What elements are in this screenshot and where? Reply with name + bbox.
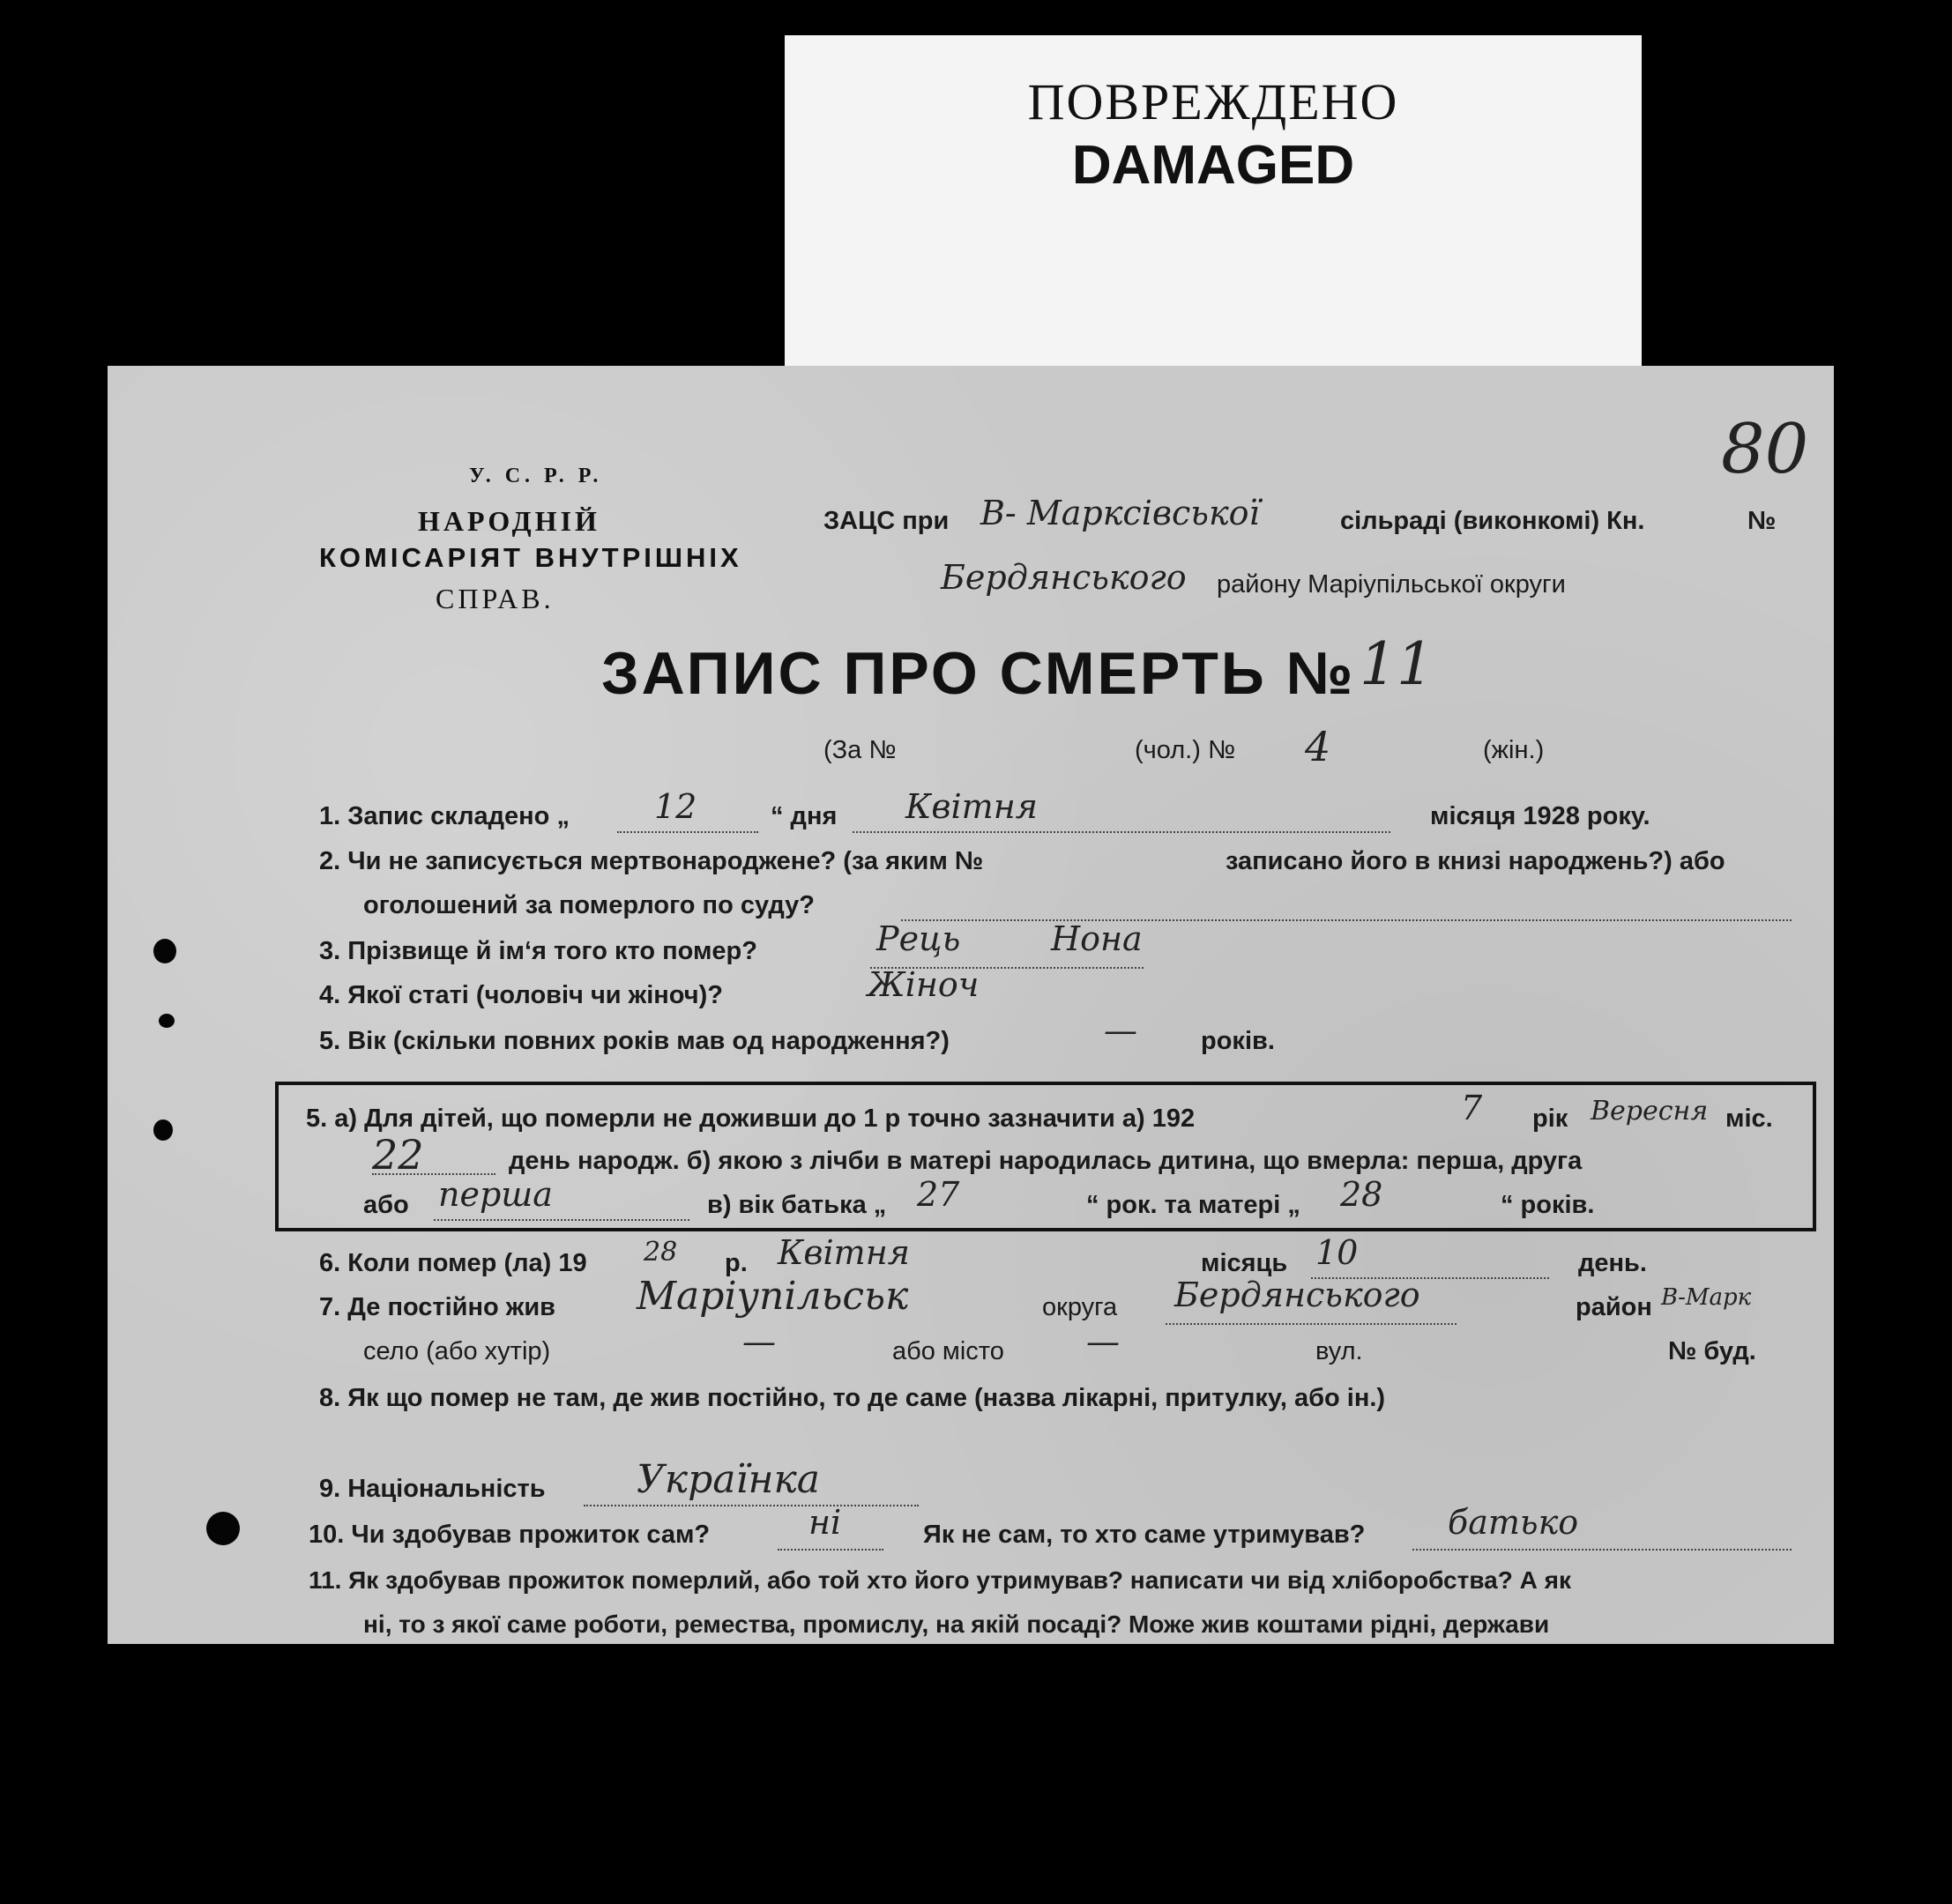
row5a-father-age-handwritten: 27 (917, 1175, 960, 1214)
row5a-father-label: в) вік батька „ (707, 1191, 887, 1219)
row9-nationality-handwritten: Українка (637, 1457, 821, 1502)
subline-chol-handwritten: 4 (1305, 723, 1331, 770)
row5a-mis: міс. (1725, 1104, 1773, 1133)
row5a-month-handwritten: Вересня (1591, 1096, 1709, 1127)
row5-label: 5. Вік (скільки повних років мав од народження?) (319, 1027, 950, 1055)
punch-hole (159, 1014, 175, 1028)
row4-sex-handwritten: Жіноч (868, 965, 980, 1004)
damaged-label-ru: ПОВРЕЖДЕНО (1027, 73, 1399, 130)
row8-label: 8. Як що помер не там, де жив постійно, то де саме (назва лікарні, притулку, або ін.) (319, 1384, 1386, 1412)
row6-label: 6. Коли помер (ла) 19 (319, 1249, 587, 1277)
record-title: ЗАПИС ПРО СМЕРТЬ № (601, 640, 1356, 707)
damaged-label-en: DAMAGED (1071, 135, 1355, 196)
row10-label: 10. Чи здобував прожиток сам? (309, 1521, 711, 1549)
row3-surname-handwritten: Рець (876, 919, 961, 958)
book-number-label: № (1747, 507, 1777, 535)
row6-day-handwritten: 10 (1315, 1233, 1359, 1272)
punch-hole (153, 1119, 173, 1141)
subline-za-no: (За № (823, 736, 897, 764)
row5a-abo: або (363, 1191, 409, 1219)
row6-month-handwritten: Квітня (778, 1233, 910, 1272)
row6-tail: день. (1578, 1249, 1647, 1277)
row7-okruga: округа (1042, 1293, 1118, 1321)
page-number: 80 (1721, 410, 1809, 489)
row5a-order-handwritten: перша (438, 1175, 553, 1214)
row5a-day-handwritten: 22 (372, 1131, 424, 1179)
row7-misto: або місто (892, 1337, 1004, 1365)
row7-rayon-handwritten: Бердянського (1174, 1276, 1420, 1314)
row7-misto-handwritten: — (1086, 1322, 1120, 1361)
district-handwritten: Бердянського (941, 558, 1187, 597)
row5a-mother-label: “ рок. та матері „ (1086, 1191, 1300, 1219)
row6-r: р. (725, 1249, 748, 1277)
village-handwritten: В- Марксівської (980, 494, 1260, 532)
row3-label: 3. Прізвище й ім‘я того кто помер? (319, 937, 757, 965)
row7-extra-handwritten: В-Марк (1661, 1284, 1752, 1311)
row10-self-handwritten: ні (808, 1503, 842, 1542)
row2-tail: записано його в книзі народжень?) або (1226, 847, 1725, 875)
row5-tail: років. (1201, 1027, 1275, 1055)
header-komisariat: КОМІСАРІЯТ ВНУТРІШНІХ (319, 542, 742, 573)
row11-line2: ні, то з якої саме роботи, ремества, промислу, на якій посаді? Може жив коштами рідні, держави (363, 1610, 1550, 1638)
header-ussr: У. С. Р. Р. (469, 465, 603, 487)
subline-chol: (чол.) № (1135, 736, 1236, 764)
row5a-line2: день народж. б) якою з лічби в матері народилась дитина, що вмерла: перша, друга (509, 1147, 1583, 1175)
header-sprav: СПРАВ. (436, 583, 555, 614)
row5a-mother-age-handwritten: 28 (1340, 1175, 1383, 1214)
row11-line1: 11. Як здобував прожиток померлий, або той хто його утримував? написати чи від хліборобства? А як (309, 1566, 1571, 1594)
row7-bud: № буд. (1668, 1337, 1756, 1365)
punch-hole (153, 939, 176, 963)
row9-label: 9. Національність (319, 1475, 546, 1503)
row5-age-handwritten: — (1104, 1011, 1137, 1050)
header-narodnii: НАРОДНІЙ (418, 505, 600, 537)
row1-label: 1. Запис складено „ (319, 802, 570, 830)
row1-day-handwritten: 12 (654, 787, 697, 826)
row4-label: 4. Якої статі (чоловіч чи жіноч)? (319, 981, 723, 1009)
row7-selo-handwritten: — (742, 1322, 776, 1361)
row3-name-handwritten: Нона (1051, 919, 1143, 958)
punch-hole (206, 1512, 240, 1545)
council-label: сільраді (виконкомі) Кн. (1340, 507, 1645, 535)
death-record-form (108, 366, 1834, 1644)
row5a-rik: рік (1532, 1104, 1568, 1133)
row7-vul: вул. (1315, 1337, 1363, 1365)
record-number-handwritten: 11 (1360, 630, 1434, 698)
row10-mid: Як не сам, то хто саме утримував? (923, 1521, 1366, 1549)
row6-misyats: місяць (1201, 1249, 1288, 1277)
row5a-line1: 5. а) Для дітей, що померли не доживши до 1 р точно зазначити а) 192 (306, 1104, 1196, 1133)
row1-dnya: “ дня (771, 802, 838, 830)
row7-okruga-handwritten: Маріупільськ (637, 1274, 909, 1319)
row2-line2: оголошений за померлого по суду? (363, 891, 815, 919)
subline-zhin: (жін.) (1483, 736, 1545, 764)
row10-who-handwritten: батько (1448, 1503, 1579, 1542)
row5a-year-handwritten: 7 (1461, 1089, 1483, 1127)
row7-selo: село (або хутір) (363, 1337, 551, 1365)
row7-rayon: район (1576, 1293, 1652, 1321)
row7-label: 7. Де постійно жив (319, 1293, 556, 1321)
district-label: району Маріупільської округи (1217, 570, 1566, 599)
zatss-label: ЗАЦС при (823, 507, 950, 535)
row6-year-handwritten: 28 (644, 1237, 678, 1268)
row1-tail: місяця 1928 року. (1430, 802, 1650, 830)
damaged-label-card (785, 35, 1642, 370)
row2-label: 2. Чи не записується мертвонароджене? (за яким № (319, 847, 984, 875)
row1-month-handwritten: Квітня (905, 787, 1038, 826)
row5a-tail: “ років. (1501, 1191, 1595, 1219)
